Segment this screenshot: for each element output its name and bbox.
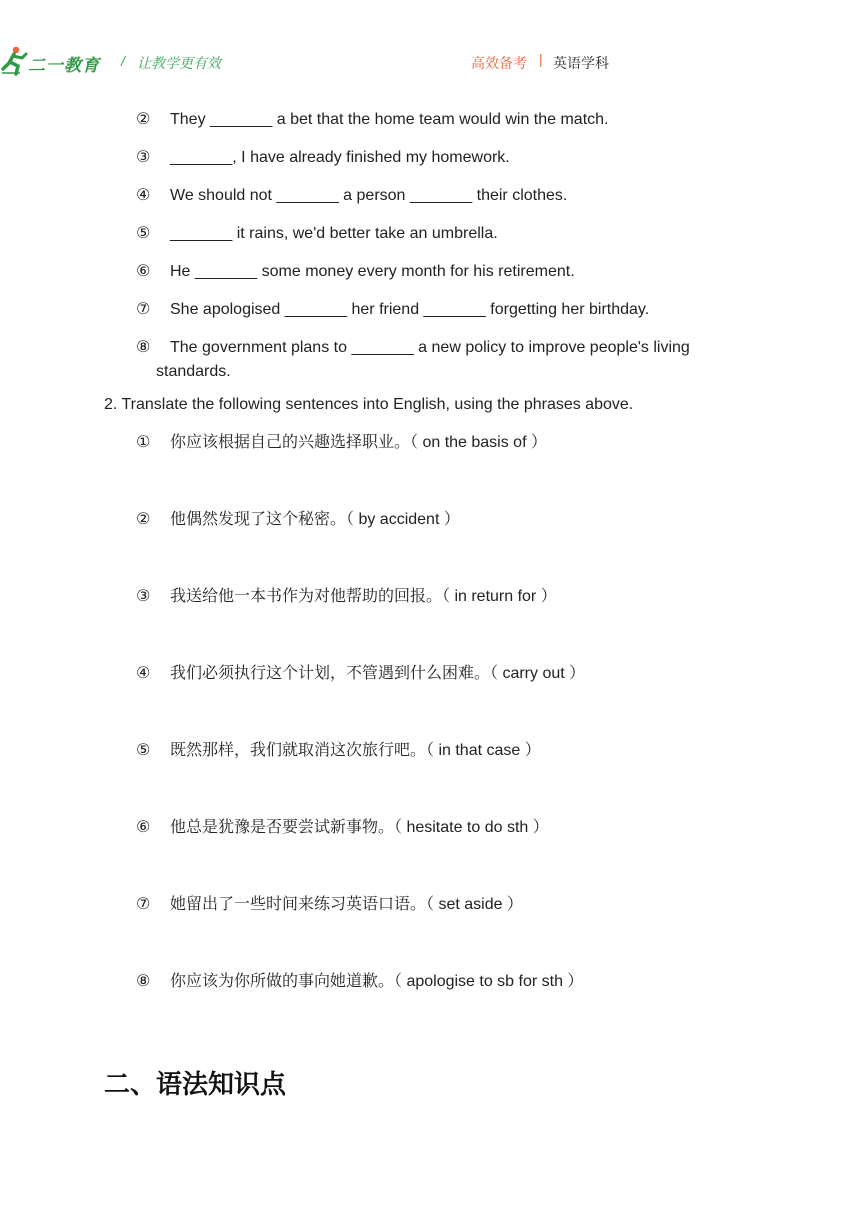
item-text: 你应该根据自己的兴趣选择职业。（ on the basis of ） [170,434,547,451]
item-text: We should not _______ a person _______ their clothes. [170,187,568,204]
item-text: They _______ a bet that the home team would win the match. [170,111,609,128]
item-marker: ② [136,511,151,528]
item-text: 我们必须执行这个计划，不管遇到什么困难。（ carry out ） [170,665,586,682]
item-marker: ④ [136,665,151,682]
brand-subject: 英语学科 [553,55,609,71]
item-marker: ④ [136,187,151,204]
item-marker: ⑥ [136,819,151,836]
item-text: The government plans to _______ a new policy to improve people's living [170,339,690,356]
section-heading: 二、语法知识点 [104,1070,287,1100]
item-text: She apologised _______ her friend _______ forgetting her birthday. [170,301,650,318]
item-text: 你应该为你所做的事向她道歉。（ apologise to sb for sth ） [170,973,584,990]
item-marker: ⑦ [136,301,151,318]
item-marker: ⑦ [136,896,151,913]
runner-logo-icon [0,46,30,76]
logo-text: 二一教育 [28,56,100,75]
item-marker: ① [136,434,151,451]
item-text: _______, I have already finished my homework. [170,149,510,166]
page-header [0,0,860,90]
item-text: 我送给他一本书作为对他帮助的回报。（ in return for ） [170,588,557,605]
item-marker: ⑧ [136,973,151,990]
item-marker: ⑤ [136,742,151,759]
item-text: 既然那样，我们就取消这次旅行吧。（ in that case ） [170,742,541,759]
slogan-separator: / [121,53,125,69]
item-marker: ⑧ [136,339,151,356]
item-text: 她留出了一些时间来练习英语口语。（ set aside ） [170,896,523,913]
item-marker: ③ [136,588,151,605]
item-text: He _______ some money every month for his retirement. [170,263,575,280]
brand-separator: | [539,51,543,67]
item-marker: ② [136,111,151,128]
section-instruction: 2. Translate the following sentences into English, using the phrases above. [104,396,634,413]
item-text: _______ it rains, we'd better take an umbrella. [170,225,498,242]
item-marker: ⑤ [136,225,151,242]
slogan: 让教学更有效 [137,55,221,71]
item-marker: ③ [136,149,151,166]
item-continuation: standards. [156,363,231,380]
item-marker: ⑥ [136,263,151,280]
item-text: 他总是犹豫是否要尝试新事物。（ hesitate to do sth ） [170,819,549,836]
item-text: 他偶然发现了这个秘密。（ by accident ） [170,511,460,528]
brand-tagline: 高效备考 [471,55,527,71]
